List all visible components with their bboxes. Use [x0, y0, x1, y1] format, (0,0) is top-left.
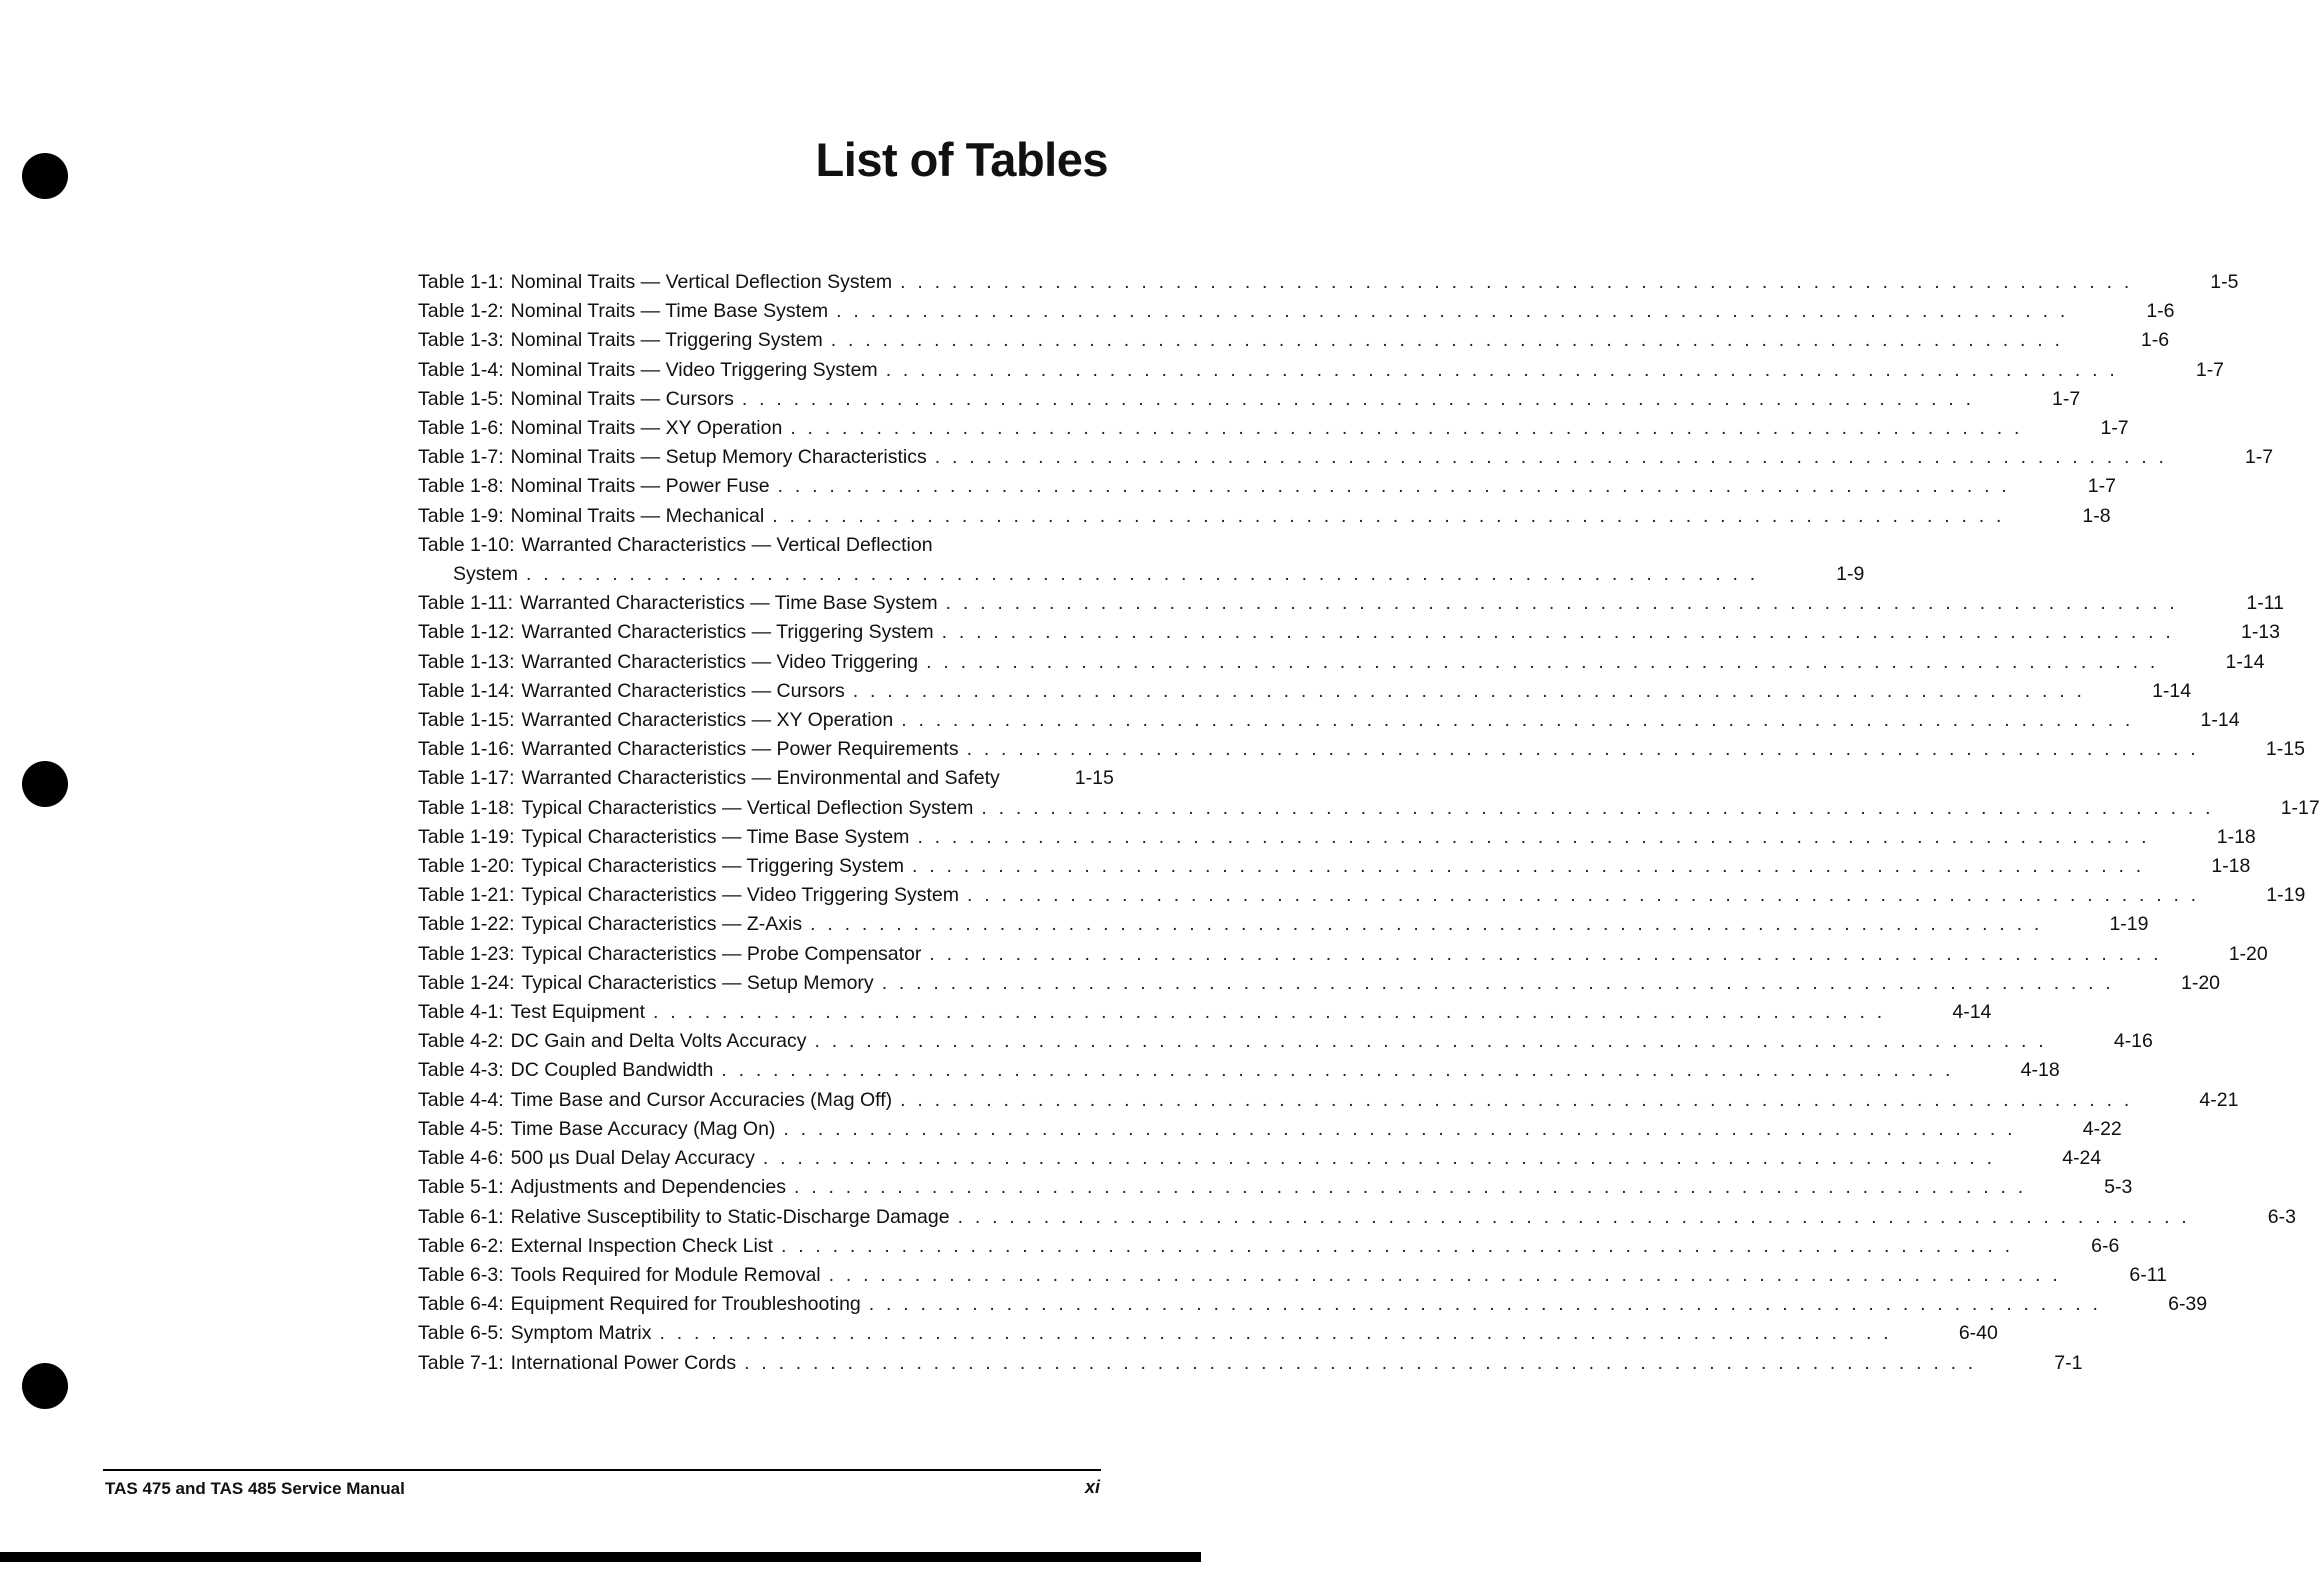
toc-entry-label: Table 4-1:: [418, 1001, 504, 1024]
toc-entry[interactable]: [418, 589, 2284, 618]
dot-leader: . . . . . . . . . . . . . . . . . . . . . . . . . . . . . . . . . . . . . . . . . . . . . . . . . . . . . . . . . . . . . . . . . . . . . . . .: [981, 796, 2214, 819]
dot-leader: . . . . . . . . . . . . . . . . . . . . . . . . . . . . . . . . . . . . . . . . . . . . . . . . . . . . . . . . . . . . . . . . . . . . . . . .: [744, 1351, 1977, 1374]
toc-entry[interactable]: [418, 1056, 2060, 1085]
toc-entry-title: Nominal Traits — Time Base System: [510, 300, 829, 323]
dot-leader: . . . . . . . . . . . . . . . . . . . . . . . . . . . . . . . . . . . . . . . . . . . . . . . . . . . . . . . . . . . . . . . . . . . . . . . .: [814, 1030, 2047, 1053]
toc-entry-title: Typical Characteristics — Vertical Deflection System: [521, 796, 974, 819]
toc-entry[interactable]: [418, 648, 2265, 677]
toc-entry-title: Warranted Characteristics — Vertical Deflection: [521, 533, 933, 556]
footer-rule: [103, 1469, 1101, 1471]
toc-entry[interactable]: [418, 1290, 2208, 1319]
toc-entry-page: 1-7: [2100, 417, 2129, 440]
dot-leader: . . . . . . . . . . . . . . . . . . . . . . . . . . . . . . . . . . . . . . . . . . . . . . . . . . . . . . . . . . . . . . . . . . . . . . . .: [777, 475, 2010, 498]
toc-entry-label: Table 6-5:: [418, 1322, 504, 1345]
toc-entry-title: Warranted Characteristics — Time Base System: [520, 592, 938, 615]
toc-entry[interactable]: [418, 618, 2280, 647]
toc-entry-title: DC Coupled Bandwidth: [510, 1059, 714, 1082]
dot-leader: . . . . . . . . . . . . . . . . . . . . . . . . . . . . . . . . . . . . . . . . . . . . . . . . . . . . . . . . . . . . . . . . . . . . . . . .: [780, 1234, 2014, 1257]
toc-entry-label: Table 1-2:: [418, 300, 504, 323]
footer-page-number: xi: [1084, 1477, 1100, 1497]
toc-entry-page: 1-18: [2211, 855, 2251, 878]
toc-entry-page: 1-9: [1836, 563, 1865, 586]
toc-entry-label: Table 1-16:: [418, 738, 515, 761]
toc-entry-title: Warranted Characteristics — Cursors: [521, 679, 845, 702]
toc-entry-title: International Power Cords: [510, 1351, 737, 1374]
dot-leader: . . . . . . . . . . . . . . . . . . . . . . . . . . . . . . . . . . . . . . . . . . . . . . . . . . . . . . . . . . . . . . . . . . . . . . . .: [526, 563, 1759, 586]
toc-entry-page: 1-19: [2266, 884, 2306, 907]
dot-leader: . . . . . . . . . . . . . . . . . . . . . . . . . . . . . . . . . . . . . . . . . . . . . . . . . . . . . . . . . . . . . . . . . . . . . . . .: [934, 446, 2168, 469]
dot-leader: . . . . . . . . . . . . . . . . . . . . . . . . . . . . . . . . . . . . . . . . . . . . . . . . . . . . . . . . . . . . . . . . . . . . . . . .: [721, 1059, 1954, 1082]
toc-entry-page: 1-8: [2082, 504, 2111, 527]
toc-entry[interactable]: [418, 472, 2116, 501]
toc-entry-title: Nominal Traits — XY Operation: [510, 417, 783, 440]
toc-entry-page: 4-18: [2020, 1059, 2060, 1082]
dot-leader: . . . . . . . . . . . . . . . . . . . . . . . . . . . . . . . . . . . . . . . . . . . . . . . . . . . . . . . . . . . . . . . . . . . . . . . .: [957, 1205, 2190, 1228]
dot-leader: . . . . . . . . . . . . . . . . . . . . . . . . . . . . . . . . . . . . . . . . . . . . . . . . . . . . . . . . . . . . . . . . . . . . . . . .: [945, 592, 2178, 615]
toc-entry[interactable]: [418, 1319, 1998, 1348]
dot-leader: . . . . . . . . . . . . . . . . . . . . . . . . . . . . . . . . . . . . . . . . . . . . . . . . . . . . . . . . . . . . . . . . . . . . . . . .: [966, 884, 2200, 907]
dot-leader: . . . . . . . . . . . . . . . . . . . . . . . . . . . . . . . . . . . . . . . . . . . . . . . . . . . . . . . . . . . . . . . . . . . . . . . .: [790, 417, 2023, 440]
toc-entry-page: 6-11: [2129, 1263, 2167, 1286]
toc-entry-page: 1-13: [2240, 621, 2280, 644]
toc-entry-label: Table 6-3:: [418, 1263, 504, 1286]
toc-entry-label: Table 1-4:: [418, 358, 504, 381]
toc-entry[interactable]: [418, 1203, 2296, 1232]
dot-leader: . . . . . . . . . . . . . . . . . . . . . . . . . . . . . . . . . . . . . . . . . . . . . . . . . . . . . . . . . . . . . . . . . . . . . . . .: [917, 825, 2150, 848]
toc-entry-page: 1-14: [2225, 650, 2265, 673]
toc-entry-title-continued: System: [453, 563, 519, 586]
toc-entry-label: Table 6-4:: [418, 1293, 504, 1316]
toc-entry[interactable]: [418, 356, 2225, 385]
toc-entry-label: Table 1-9:: [418, 504, 504, 527]
toc-entry[interactable]: [418, 326, 2170, 355]
toc-entry-page: 5-3: [2104, 1176, 2133, 1199]
toc-entry-title: Time Base and Cursor Accuracies (Mag Off): [510, 1088, 893, 1111]
toc-entry-label: Table 1-12:: [418, 621, 515, 644]
toc-entry[interactable]: [418, 1173, 2133, 1202]
toc-entry[interactable]: [418, 531, 1865, 589]
toc-entry-page: 1-20: [2228, 942, 2268, 965]
toc-entry-label: Table 1-7:: [418, 446, 504, 469]
toc-entry[interactable]: [418, 735, 2305, 764]
toc-entry-label: Table 1-8:: [418, 475, 504, 498]
toc-entry[interactable]: [418, 268, 2239, 297]
dot-leader: . . . . . . . . . . . . . . . . . . . . . . . . . . . . . . . . . . . . . . . . . . . . . . . . . . . . . . . . . . . . . . . . . . . . . . . .: [810, 913, 2043, 936]
toc-entry[interactable]: [418, 443, 2274, 472]
toc-entry-page: 1-6: [2146, 300, 2175, 323]
dot-leader: . . . . . . . . . . . . . . . . . . . . . . . . . . . . . . . . . . . . . . . . . . . . . . . . . . . . . . . . . . . . . . . . . . . . . . . .: [901, 709, 2134, 732]
toc-entry[interactable]: [418, 881, 2306, 910]
toc-entry-title: Warranted Characteristics — Power Requirements: [521, 738, 959, 761]
dot-leader: . . . . . . . . . . . . . . . . . . . . . . . . . . . . . . . . . . . . . . . . . . . . . . . . . . . . . . . . . . . . . . . . . . . . . . . .: [793, 1176, 2027, 1199]
scan-edge-bar: [0, 1552, 1201, 1562]
dot-leader: . . . . . . . . . . . . . . . . . . . . . . . . . . . . . . . . . . . . . . . . . . . . . . . . . . . . . . . . . . . . . . . . . . . . . . . .: [900, 271, 2133, 293]
toc-entry-title: Tools Required for Module Removal: [510, 1263, 821, 1286]
toc-entry-label: Table 4-3:: [418, 1059, 504, 1082]
toc-entry-page: 4-24: [2062, 1147, 2102, 1170]
toc-entry-page: 1-7: [2244, 446, 2274, 469]
toc-entry-title: DC Gain and Delta Volts Accuracy: [510, 1030, 807, 1053]
toc-entry-page: 1-14: [2200, 709, 2240, 732]
toc-entry-label: Table 1-23:: [418, 942, 515, 965]
toc-entry-page: 4-14: [1952, 1001, 1992, 1024]
toc-entry-label: Table 5-1:: [418, 1176, 504, 1199]
toc-entry-label: Table 1-15:: [418, 709, 515, 732]
toc-entry[interactable]: [418, 706, 2240, 735]
toc-entry-page: 1-6: [2140, 329, 2170, 352]
toc-entry-title: Adjustments and Dependencies: [510, 1176, 786, 1199]
toc-entry-title: Nominal Traits — Mechanical: [510, 504, 765, 527]
toc-entry-label: Table 6-2:: [418, 1234, 504, 1257]
toc-entry-label: Table 1-24:: [418, 971, 515, 994]
toc-entry-label: Table 1-17:: [418, 767, 515, 790]
toc-entry-title: Nominal Traits — Triggering System: [510, 329, 823, 352]
toc-entry-title: Warranted Characteristics — XY Operation: [521, 709, 894, 732]
toc-entry-title: 500 µs Dual Delay Accuracy: [510, 1147, 755, 1170]
toc-entry[interactable]: [418, 1086, 2239, 1115]
toc-entry-page: 1-17: [2280, 796, 2320, 819]
dot-leader: . . . . . . . . . . . . . . . . . . . . . . . . . . . . . . . . . . . . . . . . . . . . . . . . . . . . . . . . . . . . . . . . . . . . . . . .: [885, 358, 2119, 381]
toc-entry[interactable]: [418, 1027, 2153, 1056]
toc-entry-page: 4-21: [2199, 1088, 2239, 1111]
toc-entry-title: Relative Susceptibility to Static-Discharge Damage: [510, 1205, 950, 1228]
toc-entry-page: 6-6: [2091, 1234, 2120, 1257]
toc-entry-page: 1-11: [2246, 592, 2284, 615]
toc-entry[interactable]: [418, 940, 2268, 969]
toc-entry-page: 1-7: [2052, 387, 2081, 410]
toc-entry-label: Table 1-14:: [418, 679, 515, 702]
dot-leader: . . . . . . . . . . . . . . . . . . . . . . . . . . . . . . . . . . . . . . . . . . . . . . . . . . . . . . . . . . . . . . . . . . . . . . . .: [830, 329, 2064, 352]
dot-leader: . . . . . . . . . . . . . . . . . . . . . . . . . . . . . . . . . . . . . . . . . . . . . . . . . . . . . . . . . . . . . . . . . . . . . . . .: [783, 1117, 2016, 1140]
toc-entry-title: Nominal Traits — Setup Memory Characteristics: [510, 446, 927, 469]
toc-entry-label: Table 6-1:: [418, 1205, 504, 1228]
toc-entry-label: Table 4-6:: [418, 1147, 504, 1170]
toc-entry-title: Symptom Matrix: [510, 1322, 652, 1345]
toc-entry-label: Table 1-21:: [418, 884, 515, 907]
dot-leader: . . . . . . . . . . . . . . . . . . . . . . . . . . . . . . . . . . . . . . . . . . . . . . . . . . . . . . . . . . . . . . . . . . . . . . . .: [900, 1088, 2133, 1111]
toc-entry-title: Typical Characteristics — Z-Axis: [521, 913, 803, 936]
toc-entry-page: 1-7: [2087, 475, 2116, 498]
toc-entry-title: Nominal Traits — Video Triggering System: [510, 358, 878, 381]
toc-entry-label: Table 1-5:: [418, 387, 504, 410]
page-title: List of Tables: [815, 133, 1108, 186]
toc-entry-label: Table 1-13:: [418, 650, 515, 673]
toc-entry[interactable]: [418, 823, 2256, 852]
toc-entry-title: Warranted Characteristics — Triggering System: [521, 621, 934, 644]
toc-entry-page: 6-40: [1958, 1322, 1998, 1345]
toc-entry[interactable]: [418, 1349, 2083, 1378]
dot-leader: . . . . . . . . . . . . . . . . . . . . . . . . . . . . . . . . . . . . . . . . . . . . . . . . . . . . . . . . . . . . . . . . . . . . . . . .: [653, 1001, 1886, 1024]
toc-entry-label: Table 1-19:: [418, 825, 515, 848]
binder-hole-middle: [22, 761, 68, 807]
toc-entry-page: 1-15: [2265, 738, 2305, 761]
toc-entry-page: 1-5: [2210, 271, 2239, 293]
toc-entry-page: 1-14: [2152, 679, 2192, 702]
toc-entry-title: Test Equipment: [510, 1001, 646, 1024]
toc-entry[interactable]: [418, 910, 2149, 939]
dot-leader: . . . . . . . . . . . . . . . . . . . . . . . . . . . . . . . . . . . . . . . . . . . . . . . . . . . . . . . . . . . . . . . . . . . . . . . .: [926, 650, 2159, 673]
toc-entry[interactable]: [418, 677, 2192, 706]
toc-entry-page: 6-3: [2267, 1205, 2296, 1228]
toc-entry-title: Nominal Traits — Cursors: [510, 387, 734, 410]
toc-entry[interactable]: [418, 385, 2081, 414]
toc-entry-label: Table 1-1:: [418, 271, 504, 293]
toc-entry-page: 1-19: [2109, 913, 2149, 936]
toc-entry-label: Table 1-6:: [418, 417, 504, 440]
toc-entry-page: 6-39: [2168, 1293, 2208, 1316]
list-of-tables: [418, 268, 2320, 1378]
toc-entry[interactable]: [418, 969, 2221, 998]
dot-leader: . . . . . . . . . . . . . . . . . . . . . . . . . . . . . . . . . . . . . . . . . . . . . . . . . . . . . . . . . . . . . . . . . . . . . . . .: [966, 738, 2199, 761]
toc-entry-page: 1-7: [2195, 358, 2225, 381]
dot-leader: . . . . . . . . . . . . . . . . . . . . . . . . . . . . . . . . . . . . . . . . . . . . . . . . . . . . . . . . . . . . . . . . . . . . . . . .: [741, 387, 1975, 410]
toc-entry-label: Table 4-2:: [418, 1030, 504, 1053]
toc-entry[interactable]: [418, 1115, 2122, 1144]
toc-entry-label: Table 1-3:: [418, 329, 504, 352]
toc-entry-label: Table 1-18:: [418, 796, 515, 819]
toc-entry-title: Equipment Required for Troubleshooting: [510, 1293, 861, 1316]
toc-entry-page: 1-18: [2216, 825, 2256, 848]
dot-leader: . . . . . . . . . . . . . . . . . . . . . . . . . . . . . . . . . . . . . . . . . . . . . . . . . . . . . . . . . . . . . . . . . . . . . . . .: [659, 1322, 1892, 1345]
dot-leader: . . . . . . . . . . . . . . . . . . . . . . . . . . . . . . . . . . . . . . . . . . . . . . . . . . . . . . . . . . . . . . . . . . . . . . . .: [828, 1263, 2061, 1286]
toc-entry[interactable]: [418, 297, 2175, 326]
toc-entry-title: Typical Characteristics — Probe Compensator: [521, 942, 922, 965]
toc-entry-title: Typical Characteristics — Setup Memory: [521, 971, 874, 994]
toc-entry-title: Typical Characteristics — Triggering System: [521, 855, 905, 878]
toc-entry-page: 4-16: [2113, 1030, 2153, 1053]
toc-entry-label: Table 1-20:: [418, 855, 515, 878]
toc-entry-label: Table 4-4:: [418, 1088, 504, 1111]
toc-entry[interactable]: [418, 502, 2111, 531]
toc-entry-label: Table 1-11:: [418, 592, 514, 615]
toc-entry[interactable]: [418, 1261, 2167, 1290]
toc-entry-page: 1-15: [1074, 767, 1114, 790]
toc-entry-title: Nominal Traits — Vertical Deflection System: [510, 271, 893, 293]
toc-entry[interactable]: [418, 998, 1992, 1027]
toc-entry[interactable]: [418, 764, 1114, 793]
toc-entry-label: Table 4-5:: [418, 1117, 504, 1140]
toc-entry-label: Table 7-1:: [418, 1351, 504, 1374]
dot-leader: . . . . . . . . . . . . . . . . . . . . . . . . . . . . . . . . . . . . . . . . . . . . . . . . . . . . . . . . . . . . . . . . . . . . . . . .: [852, 679, 2086, 702]
toc-entry-page: 7-1: [2054, 1351, 2083, 1374]
toc-entry[interactable]: [418, 1144, 2102, 1173]
dot-leader: . . . . . . . . . . . . . . . . . . . . . . . . . . . . . . . . . . . . . . . . . . . . . . . . . . . . . . . . . . . . . . . . . . . . . . . .: [941, 621, 2174, 644]
binder-hole-bottom: [22, 1363, 68, 1409]
toc-entry-title: Typical Characteristics — Video Triggering System: [521, 884, 959, 907]
toc-entry-title: Time Base Accuracy (Mag On): [510, 1117, 776, 1140]
toc-entry[interactable]: [418, 852, 2251, 881]
dot-leader: . . . . . . . . . . . . . . . . . . . . . . . . . . . . . . . . . . . . . . . . . . . . . . . . . . . . . . . . . . . . . . . . . . . . . . . .: [929, 942, 2162, 965]
dot-leader: . . . . . . . . . . . . . . . . . . . . . . . . . . . . . . . . . . . . . . . . . . . . . . . . . . . . . . . . . . . . . . . . . . . . . . . .: [772, 504, 2005, 527]
dot-leader: . . . . . . . . . . . . . . . . . . . . . . . . . . . . . . . . . . . . . . . . . . . . . . . . . . . . . . . . . . . . . . . . . . . . . . . .: [912, 855, 2145, 878]
dot-leader: . . . . . . . . . . . . . . . . . . . . . . . . . . . . . . . . . . . . . . . . . . . . . . . . . . . . . . . . . . . . . . . . . . . . . . . .: [762, 1147, 1996, 1170]
toc-entry-title: Typical Characteristics — Time Base System: [521, 825, 910, 848]
toc-entry-page: 4-22: [2082, 1117, 2122, 1140]
toc-entry-label: Table 1-22:: [418, 913, 515, 936]
footer-manual-title: TAS 475 and TAS 485 Service Manual: [105, 1479, 405, 1498]
toc-entry[interactable]: [418, 414, 2129, 443]
toc-entry-title: External Inspection Check List: [510, 1234, 773, 1257]
dot-leader: . . . . . . . . . . . . . . . . . . . . . . . . . . . . . . . . . . . . . . . . . . . . . . . . . . . . . . . . . . . . . . . . . . . . . . . .: [881, 971, 2115, 994]
dot-leader: . . . . . . . . . . . . . . . . . . . . . . . . . . . . . . . . . . . . . . . . . . . . . . . . . . . . . . . . . . . . . . . . . . . . . . . .: [868, 1293, 2102, 1316]
toc-entry-page: 1-20: [2181, 971, 2221, 994]
toc-entry-title: Warranted Characteristics — Video Triggering: [521, 650, 919, 673]
toc-entry[interactable]: [418, 794, 2320, 823]
toc-entry-title: Warranted Characteristics — Environmental and Safety: [521, 767, 1000, 790]
binder-hole-top: [22, 153, 68, 199]
toc-entry[interactable]: [418, 1232, 2120, 1261]
dot-leader: . . . . . . . . . . . . . . . . . . . . . . . . . . . . . . . . . . . . . . . . . . . . . . . . . . . . . . . . . . . . . . . . . . . . . . . .: [836, 300, 2069, 323]
toc-entry-label: Table 1-10:: [418, 533, 515, 556]
toc-entry-title: Nominal Traits — Power Fuse: [510, 475, 770, 498]
